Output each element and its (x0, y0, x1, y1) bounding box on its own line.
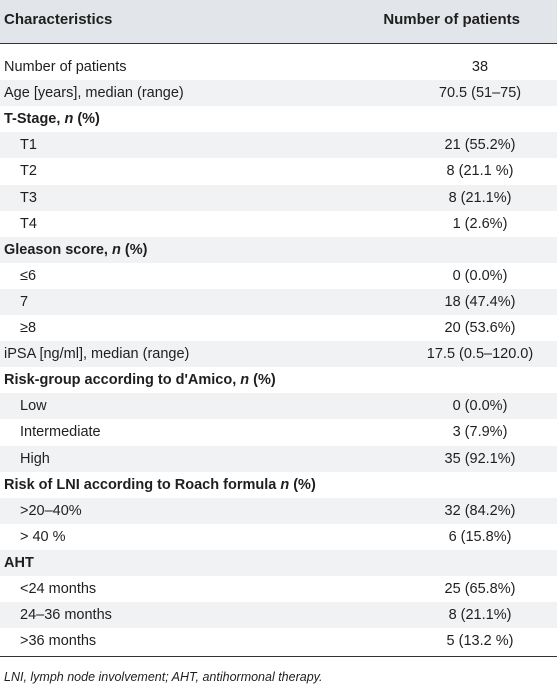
row-label: 7 (20, 293, 29, 310)
row-value: 8 (21.1 %) (446, 163, 514, 180)
row-label: Low (20, 398, 47, 415)
row-value: 3 (7.9%) (452, 424, 508, 441)
table-row (0, 315, 557, 341)
row-label: Age [years], median (range) (4, 85, 184, 102)
row-value: 8 (21.1%) (448, 607, 512, 624)
row-label: High (20, 450, 50, 467)
row-label: Risk of LNI according to Roach formula n (%) (4, 476, 316, 493)
table-row (0, 289, 557, 315)
table-header (0, 0, 557, 43)
row-label: 24–36 months (20, 607, 112, 624)
row-value: 8 (21.1%) (448, 189, 512, 206)
table-row (0, 446, 557, 472)
table-row (0, 132, 557, 158)
table-row (0, 393, 557, 419)
table-row (0, 54, 557, 80)
column-header-characteristics: Characteristics (4, 11, 113, 28)
row-value: 25 (65.8%) (444, 581, 516, 597)
row-label: ≥8 (20, 320, 37, 336)
row-label: >20–40% (20, 502, 82, 519)
table-footnote: LNI, lymph node involvement; AHT, antihormonal therapy. (4, 670, 323, 684)
table-row (0, 419, 557, 445)
table-row (0, 602, 557, 628)
bottom-rule (0, 656, 557, 657)
table-row (0, 185, 557, 211)
row-label: >36 months (20, 633, 97, 650)
row-label: <24 months (20, 581, 97, 597)
row-label: Intermediate (20, 424, 101, 441)
row-value: 70.5 (51–75) (438, 85, 522, 102)
row-value: 5 (13.2 %) (446, 633, 514, 650)
row-label: ≤6 (20, 267, 37, 284)
row-label: T1 (20, 137, 37, 154)
row-value: 35 (92.1%) (444, 450, 516, 467)
row-value: 0 (0.0%) (452, 398, 508, 415)
row-label: T-Stage, n (%) (4, 111, 100, 128)
group-row (0, 367, 557, 393)
row-value: 18 (47.4%) (444, 293, 516, 310)
table-row (0, 158, 557, 184)
group-row (0, 472, 557, 498)
table-row (0, 341, 557, 367)
row-value: 0 (0.0%) (452, 267, 508, 284)
table-row (0, 80, 557, 106)
table-row (0, 498, 557, 524)
table-row (0, 628, 557, 654)
row-label: Number of patients (4, 59, 127, 75)
row-label: T3 (20, 189, 37, 206)
row-label: Gleason score, n (%) (4, 241, 148, 258)
row-value: 1 (2.6%) (452, 215, 508, 232)
row-label: AHT (4, 554, 34, 571)
header-rule (0, 43, 557, 44)
row-label: Risk-group according to d'Amico, n (%) (4, 372, 276, 389)
row-value: 38 (471, 59, 489, 75)
row-label: T4 (20, 215, 37, 232)
row-value: 32 (84.2%) (444, 502, 516, 519)
table-row (0, 263, 557, 289)
column-header-number-of-patients: Number of patients (383, 11, 520, 28)
group-row (0, 106, 557, 132)
table-row (0, 524, 557, 550)
group-row (0, 237, 557, 263)
row-value: 20 (53.6%) (444, 320, 516, 336)
group-row (0, 550, 557, 576)
row-value: 21 (55.2%) (444, 137, 516, 154)
row-label: > 40 % (20, 528, 66, 545)
table-row (0, 576, 557, 602)
row-label: T2 (20, 163, 37, 180)
table-row (0, 211, 557, 237)
row-value: 6 (15.8%) (448, 528, 512, 545)
row-value: 17.5 (0.5–120.0) (426, 346, 534, 363)
row-label: iPSA [ng/ml], median (range) (4, 346, 190, 363)
